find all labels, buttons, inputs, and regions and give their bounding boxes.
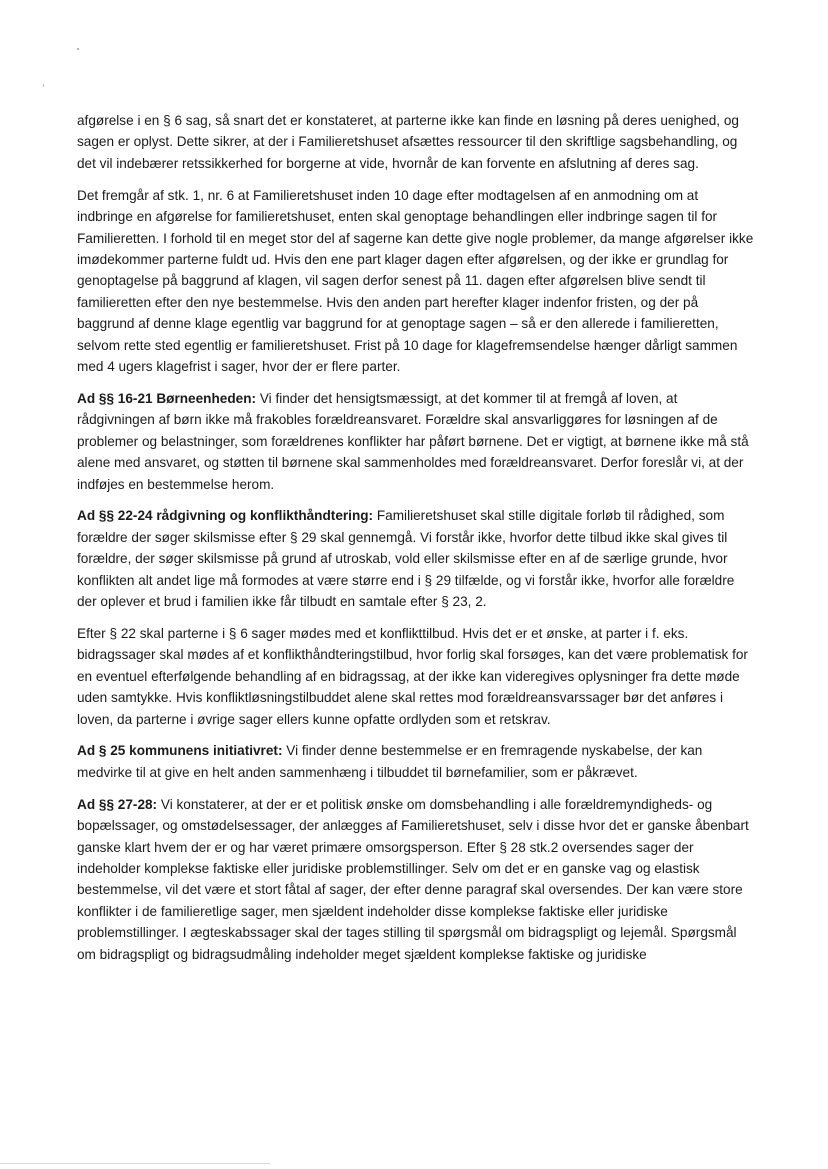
document-body: [77, 110, 757, 976]
paragraph-konflikttilbud: [77, 623, 757, 730]
paragraph-boerneenheden: [77, 388, 757, 495]
paragraph-text: afgørelse i en § 6 sag, så snart det er konstateret, at parterne ikke kan finde en løsning på deres uenighed, og sagen er oplyst. Dette sikrer, at der i Familieretshuset afsættes ressourcer til den skriftlige sagsbehandling, og det vil indebærer retssikkerhed for borgerne at vide, hvornår de kan forvente en afslutning af deres sag.: [77, 113, 739, 171]
paragraph-text: Vi konstaterer, at der er et politisk ønske om domsbehandling i alle forældremyndigheds- og bopælssager, og omstødelsessager, der anlægges af Familieretshuset, selv i disse hvor det er ganske åbenbart ganske klart hvem der er og har været primære omsorgsperson. Efter § 28 stk.2 oversendes sager der indeholder komplekse faktiske eller juridiske problemstillinger. Selv om det er en ganske vag og elastisk bestemmelse, vil det være et stort fåtal af sager, der efter denne paragraf skal oversendes. Der kan være store konflikter i de familieretlige sager, men sjældent indeholder disse komplekse faktiske eller juridiske problemstillinger. I ægteskabssager skal der tages stilling til spørgsmål om bidragspligt og lejemål. Spørgsmål om bidragspligt og bidragsudmåling indeholder meget sjældent komplekse faktiske og juridiske: [77, 796, 749, 962]
scan-edge-line: [0, 1163, 270, 1164]
paragraph-27-28: [77, 794, 757, 965]
paragraph-text: Vi finder det hensigtsmæssigt, at det kommer til at fremgå af loven, at rådgivningen af børn ikke må frakobles forældreansvaret. Forældre skal ansvarliggøres for løsningen af de problemer og belastninger, som forældrenes konflikter har påført børnene. Det er vigtigt, at børnene ikke må stå alene med ansvaret, og støtten til børnene skal sammenholdes med forældreansvaret. Derfor foreslår vi, at der indføjes en bestemmelse herom.: [77, 390, 749, 492]
paragraph-text: Efter § 22 skal parterne i § 6 sager mødes med et konflikttilbud. Hvis det er et ønske, at parter i f. eks. bidragssager skal mødes af et konflikthåndteringstilbud, hvor forlig skal forsøges, kan det være problematisk for en eventuel efterfølgende behandling af en bidragssag, at der ikke kan videregives oplysninger fra dette møde uden samtykke. Hvis konfliktløsningstilbuddet alene skal rettes mod forældreansvarssager bør det anføres i loven, da parterne i øvrige sager ellers kunne opfatte ordlyden som et retskrav.: [77, 625, 748, 727]
paragraph-heading: Ad §§ 22-24 rådgivning og konflikthåndtering:: [77, 508, 374, 524]
paragraph-text: Vi finder denne bestemmelse er en fremragende nyskabelse, der kan medvirke til at give en helt anden sammenhæng i tilbuddet til børnefamilier, som er påkrævet.: [77, 743, 703, 780]
paragraph-raadgivning: [77, 505, 757, 612]
paragraph-heading: Ad § 25 kommunens initiativret:: [77, 743, 283, 759]
paragraph-heading: Ad §§ 16-21 Børneenheden:: [77, 390, 257, 406]
scan-speck: [77, 48, 79, 50]
paragraph-text: Det fremgår af stk. 1, nr. 6 at Familieretshuset inden 10 dage efter modtagelsen af en anmodning om at indbringe en afgørelse for familieretshuset, enten skal genoptage behandlingen eller indbringe sagen til for Familieretten. I forhold til en meget stor del af sagerne kan dette give nogle problemer, da mange afgørelser ikke imødekommer parterne fuldt ud. Hvis den ene part klager dagen efter afgørelsen, og der ikke er grundlag for genoptagelse på baggrund af klagen, vil sagen derfor senest på 11. dagen efter afgørelsen blive sendt til familieretten efter den nye bestemmelse. Hvis den anden part herefter klager indenfor fristen, og der på baggrund af denne klage egentlig var baggrund for at genoptage sagen – så er den allerede i familieretten, selvom rette sted egentlig er familieretshuset. Frist på 10 dage for klagefremsendelse hænger dårligt sammen med 4 ugers klagefrist i sager, hvor der er flere parter.: [77, 187, 754, 374]
paragraph-initiativret: [77, 740, 757, 783]
paragraph-decision-timing: [77, 110, 757, 174]
paragraph-text: Familieretshuset skal stille digitale forløb til rådighed, som forældre der søger skilsmisse efter § 29 skal gennemgå. Vi forstår ikke, hvorfor dette tilbud ikke skal gives til forældre, der søger skilsmisse på grund af utroskab, vold eller skilsmisse efter en af de særlige grunde, hvor konflikten alt andet lige må formodes at være større end i § 29 tilfælde, og vi forstår ikke, hvorfor alle forældre der oplever et brud i familien ikke får tilbudt en samtale efter § 23, 2.: [77, 508, 735, 610]
paragraph-stk1-nr6: [77, 185, 757, 378]
paragraph-heading: Ad §§ 27-28:: [77, 796, 158, 812]
scan-speck: [43, 84, 44, 87]
